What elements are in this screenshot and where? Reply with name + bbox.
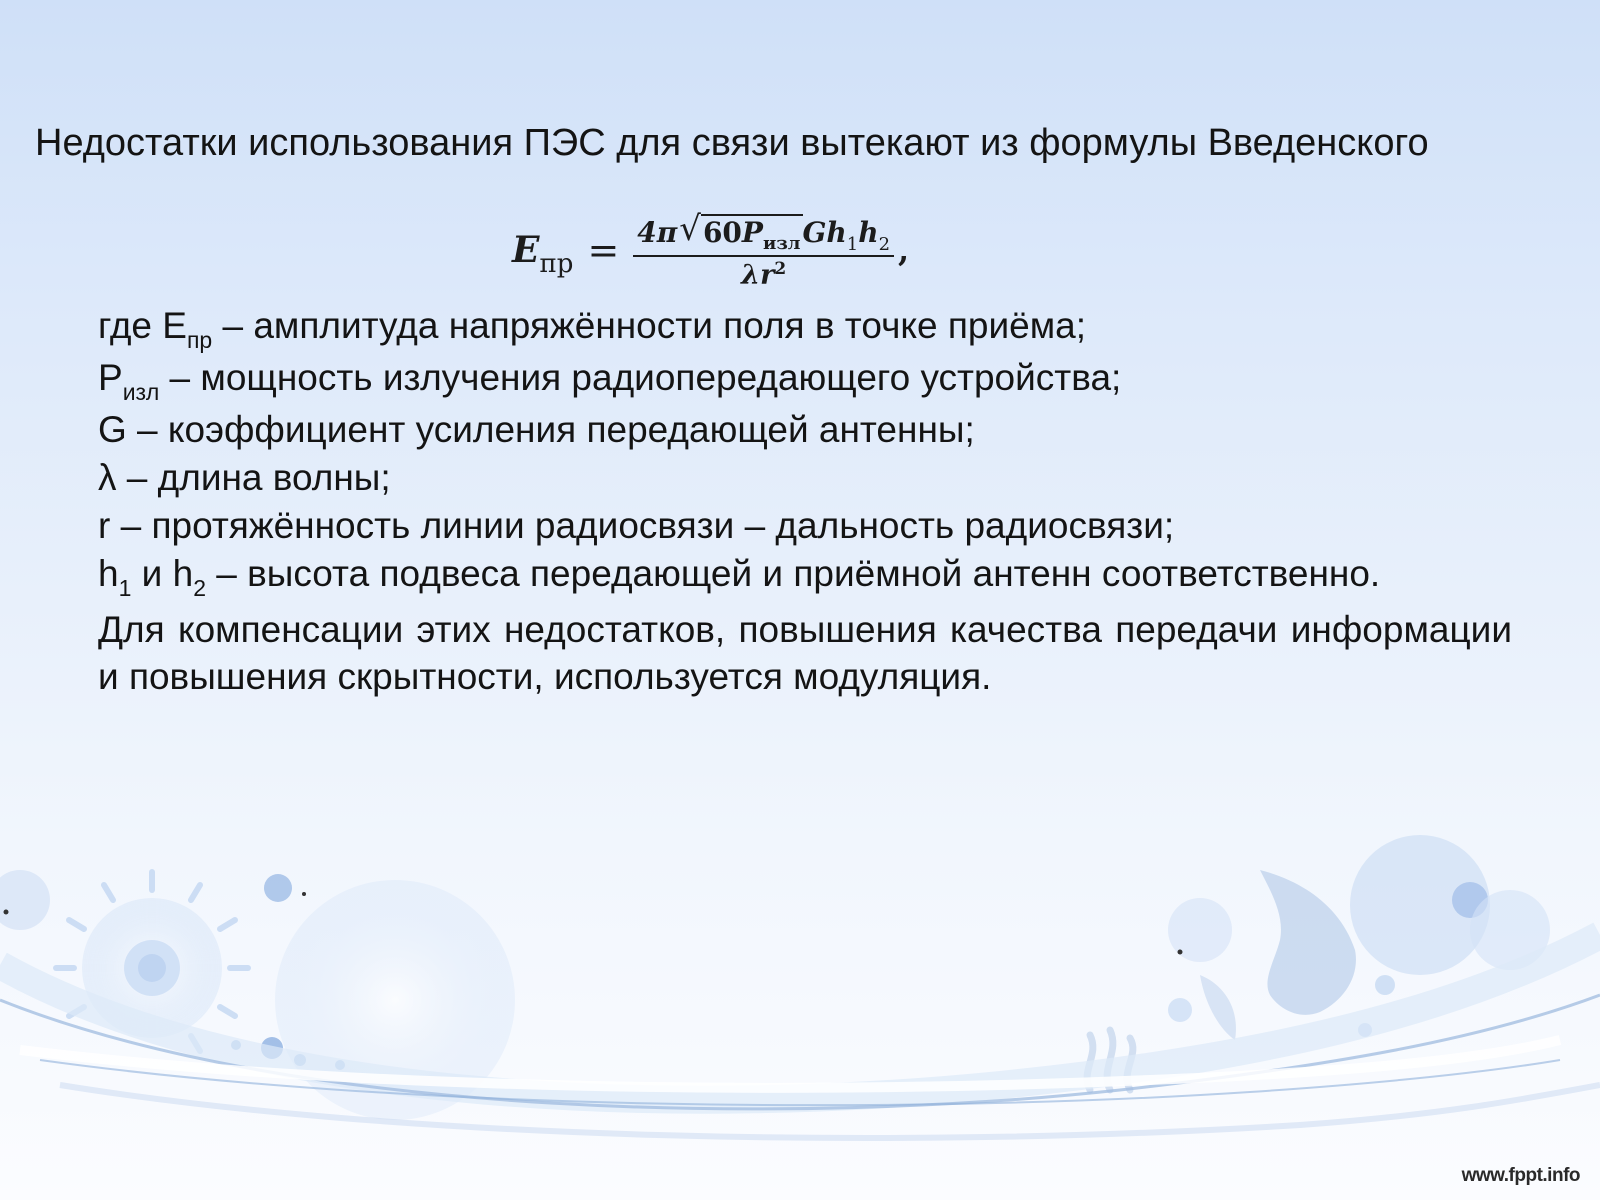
formula-denominator [741,257,786,291]
formula-numerator [633,209,894,255]
definition-text: – мощность излучения радиопередающего устройства; [159,357,1122,398]
formula-radicand-constant: 60 [702,216,742,249]
definition-line-power [98,354,1512,406]
formula-denominator-base: λr [741,260,775,291]
definition-line-wavelength: λ – длина волны; [98,457,391,498]
definition-line-distance: r – протяжённость линии радиосвязи – дальность радиосвязи; [98,505,1175,546]
definition-text: – амплитуда напряжённости поля в точке приёма; [212,305,1086,346]
formula-radicand-subscript: изл [762,233,801,254]
square-root-icon: √ [679,209,701,249]
formula-radicand [701,214,803,254]
fish-ornament [1260,870,1356,1015]
formula-equals-sign: = [587,228,620,272]
formula-fraction [633,209,894,291]
definition-symbol: h [98,553,119,594]
watermark-link[interactable]: www.fppt.info [1461,1165,1580,1186]
definition-connector: и h [131,553,194,594]
definition-subscript: 1 [118,575,132,601]
formula-height-2: h [858,216,879,249]
formula-height-1: h [826,216,847,249]
definition-line-field-amplitude [98,302,1512,354]
formula-height-2-subscript: 2 [878,234,891,255]
formula-lhs-subscript: пр [539,249,574,279]
formula-lhs [512,229,574,279]
slide-title: Недостатки использования ПЭС для связи вытекают из формулы Введенского [35,122,1429,164]
definition-subscript: 2 [193,575,206,601]
formula-radicand-power: P [741,216,763,249]
formula-height-1-subscript: 1 [846,234,859,255]
formula-trailing-comma: , [898,231,910,269]
definition-text: – высота подвеса передающей и приёмной антенн соответственно. [205,553,1381,594]
formula-denominator-exponent: 2 [774,259,787,279]
definitions-block [98,302,1512,700]
definition-line-heights [98,550,1512,602]
conclusion-paragraph: Для компенсации этих недостатков, повышения качества передачи информации и повышения скрытности, используется модуляция. [98,609,1512,697]
formula-lhs-symbol: E [512,229,540,271]
definition-subscript: пр [186,327,213,353]
vvedensky-formula [512,208,909,292]
definition-line-prefix: где E [98,305,187,346]
formula-gain: G [802,216,827,249]
definition-subscript: изл [122,379,160,405]
definition-line-gain: G – коэффициент усиления передающей антенны; [98,409,975,450]
definition-symbol: P [98,357,123,398]
formula-coefficient: 4π [637,216,678,249]
